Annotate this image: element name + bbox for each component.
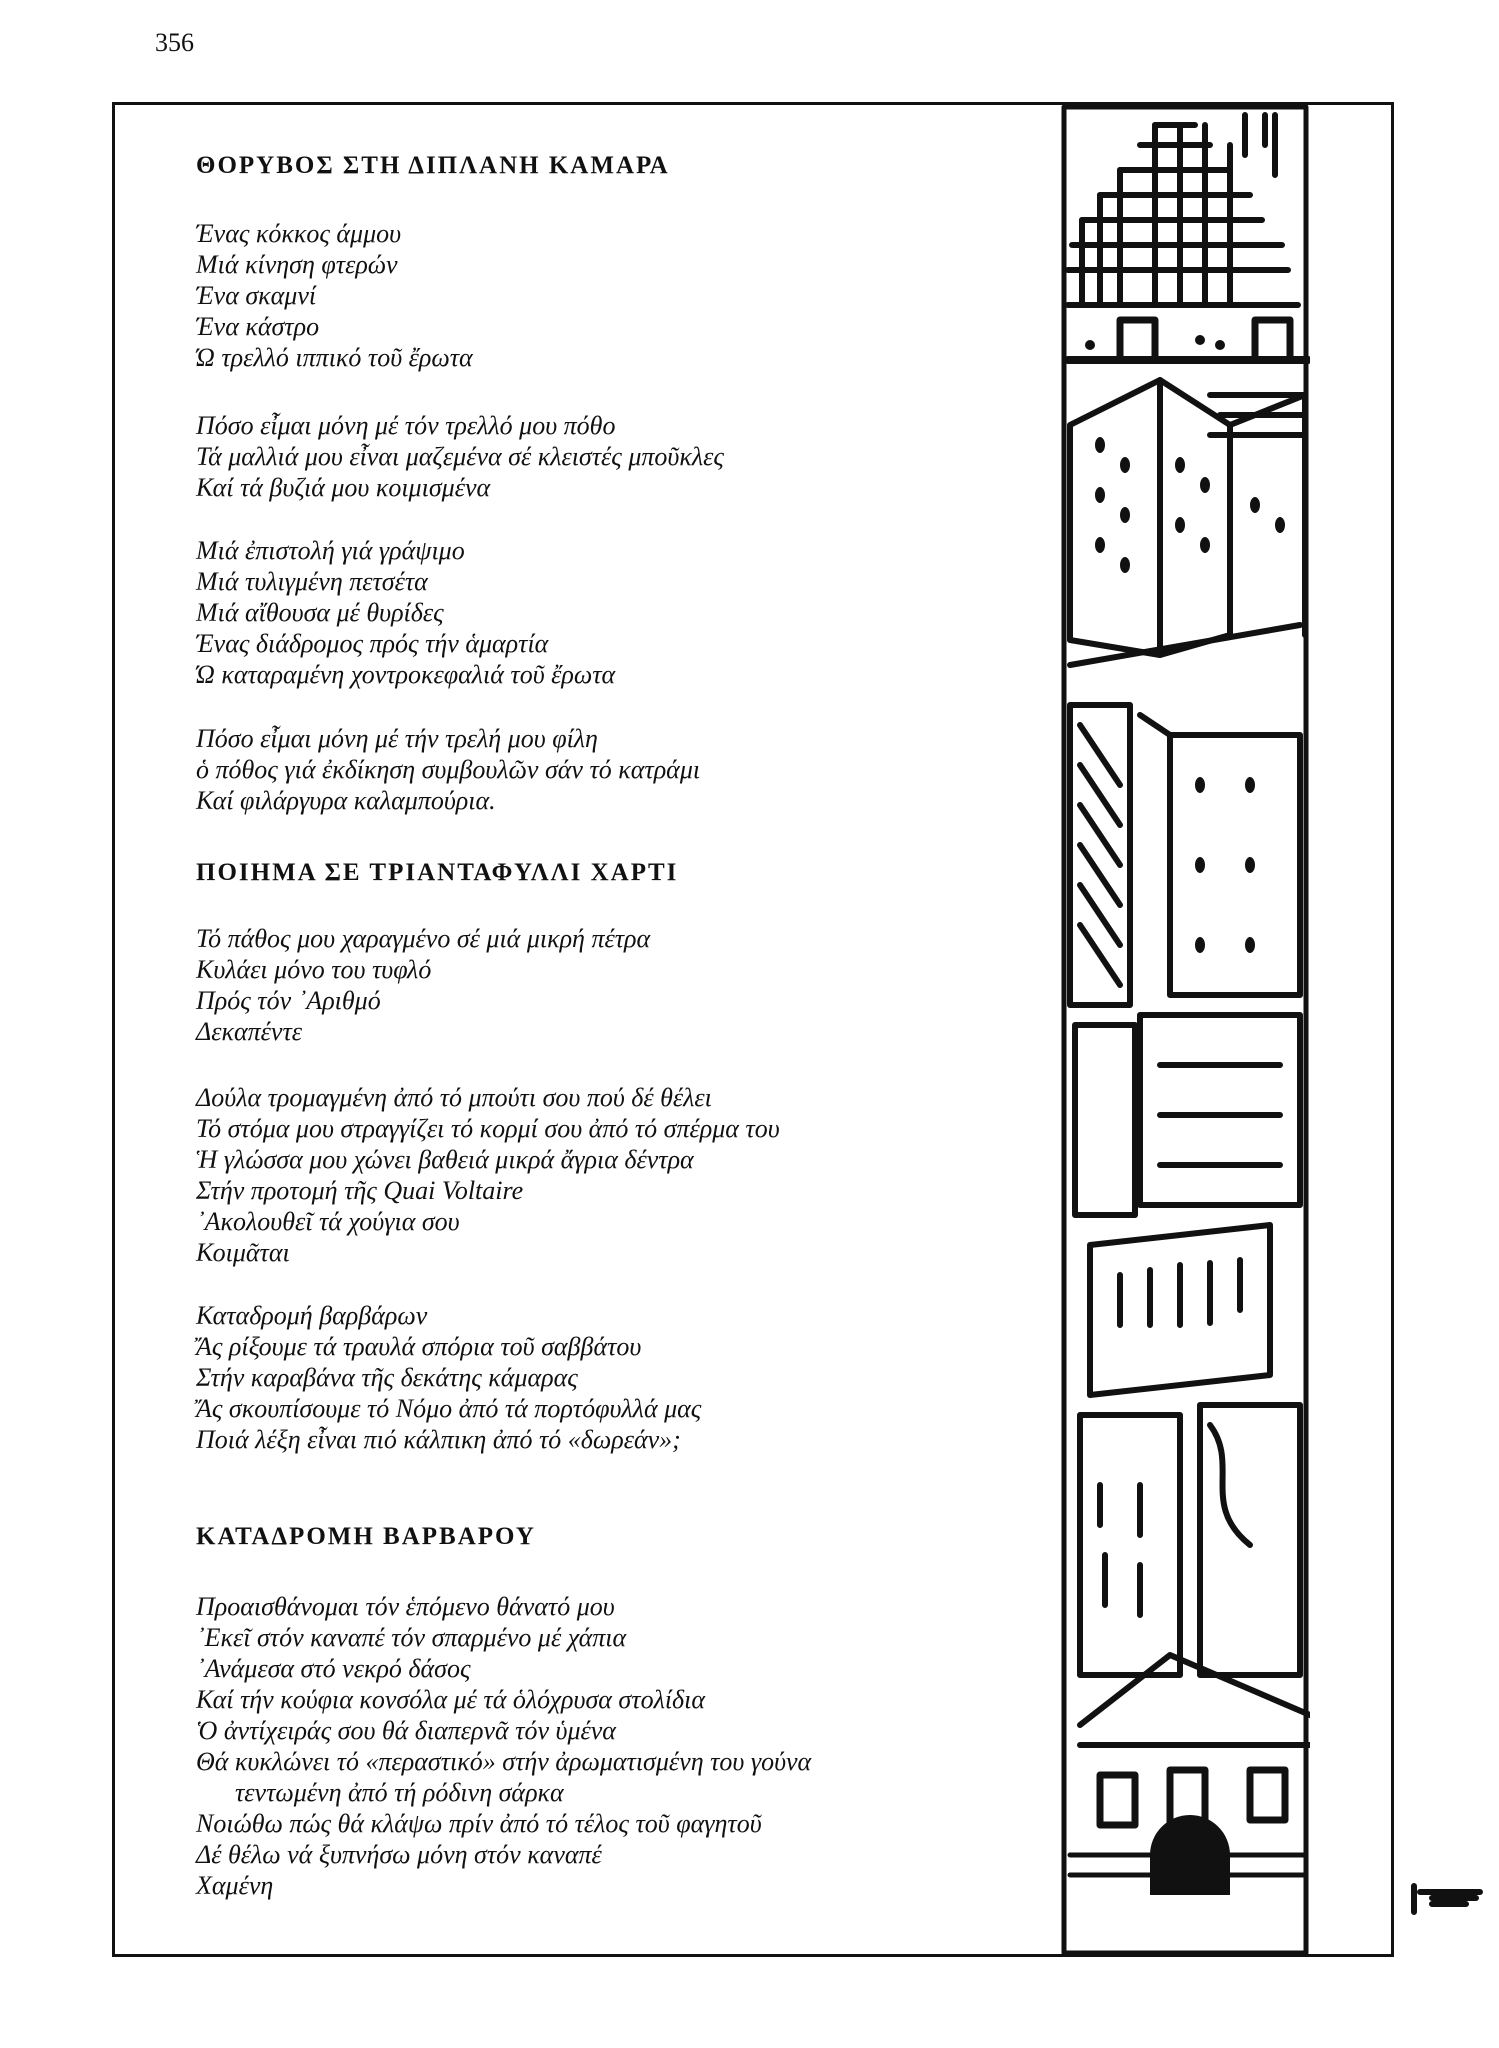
- poem-line: Ἄς σκουπίσουμε τό Νόμο ἀπό τά πορτόφυλλά μας: [196, 1394, 702, 1423]
- poem-line: Δέ θέλω νά ξυπνήσω μόνη στόν καναπέ: [196, 1840, 602, 1869]
- poem-line: Τό στόμα μου στραγγίζει τό κορμί σου ἀπό τό σπέρμα του: [196, 1114, 780, 1143]
- poem-2: [196, 857, 1056, 1455]
- poem-line: Ένα σκαμνί: [196, 281, 317, 310]
- poem-line: Ἡ γλώσσα μου χώνει βαθειά μικρά ἄγρια δέντρα: [196, 1145, 694, 1174]
- poem-line: Μιά ἐπιστολή γιά γράψιμο: [196, 536, 465, 565]
- poem-line: ᾽Ακολουθεῖ τά χούγια σου: [196, 1207, 460, 1236]
- poem-line: Ένας διάδρομος πρός τήν ἁμαρτία: [196, 629, 549, 658]
- poem-line: Ώ τρελλό ιππικό τοῦ ἔρωτα: [196, 343, 473, 372]
- poem-line: Στήν καραβάνα τῆς δεκάτης κάμαρας: [196, 1363, 578, 1392]
- poem-line: ὁ πόθος γιά ἐκδίκηση συμβουλῶν σάν τό κατράμι: [196, 755, 701, 784]
- city-buildings-illustration: [1060, 105, 1310, 1955]
- poem-line: Ἄς ρίξουμε τά τραυλά σπόρια τοῦ σαββάτου: [196, 1332, 642, 1361]
- poem-title: ΘΟΡΥΒΟΣ ΣΤΗ ΔΙΠΛΑΝΗ ΚΑΜΑΡΑ: [196, 152, 670, 179]
- poem-line: ᾽Εκεῖ στόν καναπέ τόν σπαρμένο μέ χάπια: [196, 1623, 627, 1652]
- poem-line: Τά μαλλιά μου εἶναι μαζεμένα σέ κλειστές μποῦκλες: [196, 442, 724, 471]
- stanza: [196, 218, 1056, 373]
- poem-title: ΠΟΙΗΜΑ ΣΕ ΤΡΙΑΝΤΑΦΥΛΛΙ ΧΑΡΤΙ: [196, 859, 679, 886]
- poem-line: Στήν προτομή τῆς Quai Voltaire: [196, 1176, 524, 1205]
- stanza: [196, 1082, 1056, 1268]
- poem-1: [196, 150, 1056, 816]
- poem-line: Ένας κόκκος άμμου: [196, 219, 402, 248]
- poem-line: Ένα κάστρο: [196, 312, 320, 341]
- stanza: [196, 1300, 1056, 1455]
- stanza: [196, 410, 1056, 503]
- poem-line: Καί φιλάργυρα καλαμπούρια.: [196, 786, 496, 815]
- poem-line: Προαισθάνομαι τόν ἑπόμενο θάνατό μου: [196, 1592, 615, 1621]
- pointing-hand-icon: [1410, 1878, 1490, 1918]
- poem-line: Δούλα τρομαγμένη ἀπό τό μπούτι σου πού δέ θέλει: [196, 1083, 712, 1112]
- poem-line: Μιά κίνηση φτερών: [196, 250, 398, 279]
- poem-line: Νοιώθω πώς θά κλάψω πρίν ἀπό τό τέλος τοῦ φαγητοῦ: [196, 1809, 762, 1838]
- poem-line: Καί τήν κούφια κονσόλα μέ τά ὁλόχρυσα στολίδια: [196, 1685, 706, 1714]
- poem-line: Μιά τυλιγμένη πετσέτα: [196, 567, 428, 596]
- stanza: [196, 535, 1056, 690]
- poem-line: ᾽Ανάμεσα στό νεκρό δάσος: [196, 1654, 471, 1683]
- poem-line: Καταδρομή βαρβάρων: [196, 1301, 428, 1330]
- poem-line: Ποιά λέξη εἶναι πιό κάλπικη ἀπό τό «δωρεάν»;: [196, 1425, 681, 1454]
- poem-title: ΚΑΤΑΔΡΟΜΗ ΒΑΡΒΑΡΟΥ: [196, 1523, 536, 1550]
- poem-line: Πόσο εἶμαι μόνη μέ τόν τρελλό μου πόθο: [196, 411, 616, 440]
- poems-column: [196, 150, 1056, 1901]
- poem-line: Κυλάει μόνο του τυφλό: [196, 955, 432, 984]
- poem-line: Πόσο εἶμαι μόνη μέ τήν τρελή μου φίλη: [196, 724, 598, 753]
- poem-line: Μιά αἴθουσα μέ θυρίδες: [196, 598, 444, 627]
- poem-line: Τό πάθος μου χαραγμένο σέ μιά μικρή πέτρα: [196, 924, 651, 953]
- poem-line: Πρός τόν ᾽Αριθμό: [196, 986, 381, 1015]
- poem-line: Χαμένη: [196, 1871, 274, 1900]
- poem-line: Ὁ ἀντίχειράς σου θά διαπερνᾶ τόν ὑμένα: [196, 1716, 616, 1745]
- poem-line: Κοιμᾶται: [196, 1238, 290, 1267]
- poem-line: Ώ καταραμένη χοντροκεφαλιά τοῦ ἔρωτα: [196, 660, 616, 689]
- poem-line: τεντωμένη ἀπό τή ρόδινη σάρκα: [196, 1778, 564, 1807]
- poem-line: Καί τά βυζιά μου κοιμισμένα: [196, 473, 491, 502]
- poem-line: Δεκαπέντε: [196, 1017, 302, 1046]
- stanza: [196, 723, 1056, 816]
- poem-3: [196, 1521, 1056, 1901]
- page-number: 356: [155, 28, 194, 57]
- stanza: [196, 923, 1056, 1047]
- stanza: [196, 1591, 1056, 1901]
- poem-line: Θά κυκλώνει τό «περαστικό» στήν ἀρωματισμένη του γούνα: [196, 1747, 812, 1776]
